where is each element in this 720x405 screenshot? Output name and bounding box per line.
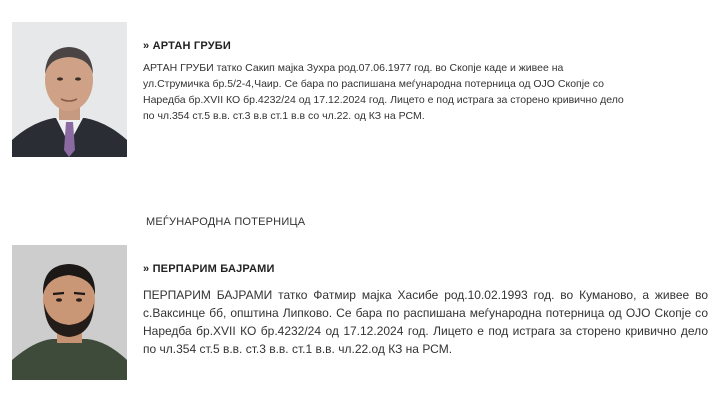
description-line: АРТАН ГРУБИ татко Сакип мајка Зухра род.07.06.1977 год. во Скопје каде и живее на (143, 62, 564, 74)
person-description-artan-grubi (143, 60, 683, 124)
photo-artan-grubi (12, 22, 127, 157)
person-name-artan-grubi: » АРТАН ГРУБИ (143, 40, 231, 52)
section-heading-international-warrant: МЕЃУНАРОДНА ПОТЕРНИЦА (146, 216, 306, 228)
description-line: по чл.354 ст.5 в.в. ст.3 в.в ст.1 в.в со чл.22. од КЗ на РСМ. (143, 110, 425, 122)
photo-perparim-bajrami (12, 245, 127, 380)
portrait-man-suit-icon (12, 22, 127, 157)
person-name-perparim-bajrami: » ПЕРПАРИМ БАЈРАМИ (143, 263, 275, 275)
description-line: Наредба бр.XVII КО бр.4232/24 од 17.12.2024 год. Лицето е под истрага за сторено кривично дело (143, 94, 624, 106)
description-line: ул.Струмичка бр.5/2-4,Чаир. Се бара по распишана меѓународна потерница од ОЈО Скопје со (143, 78, 605, 90)
portrait-man-beard-icon (12, 245, 127, 380)
person-description-perparim-bajrami: ПЕРПАРИМ БАЈРАМИ татко Фатмир мајка Хасибе род.10.02.1993 год. во Куманово, а живее во с.Ваксинце бб, општина Липково. Се бара по распишана меѓународна потерница од ОЈО Скопје со Наредба бр.XVII КО бр.4232/24 од 17.12.2024 год. Лицето е под истрага за сторено кривично дело по чл.354 ст.5 в.в. ст.3 в.в. ст.1 в.в. чл.22.од КЗ на РСМ. (143, 288, 708, 356)
